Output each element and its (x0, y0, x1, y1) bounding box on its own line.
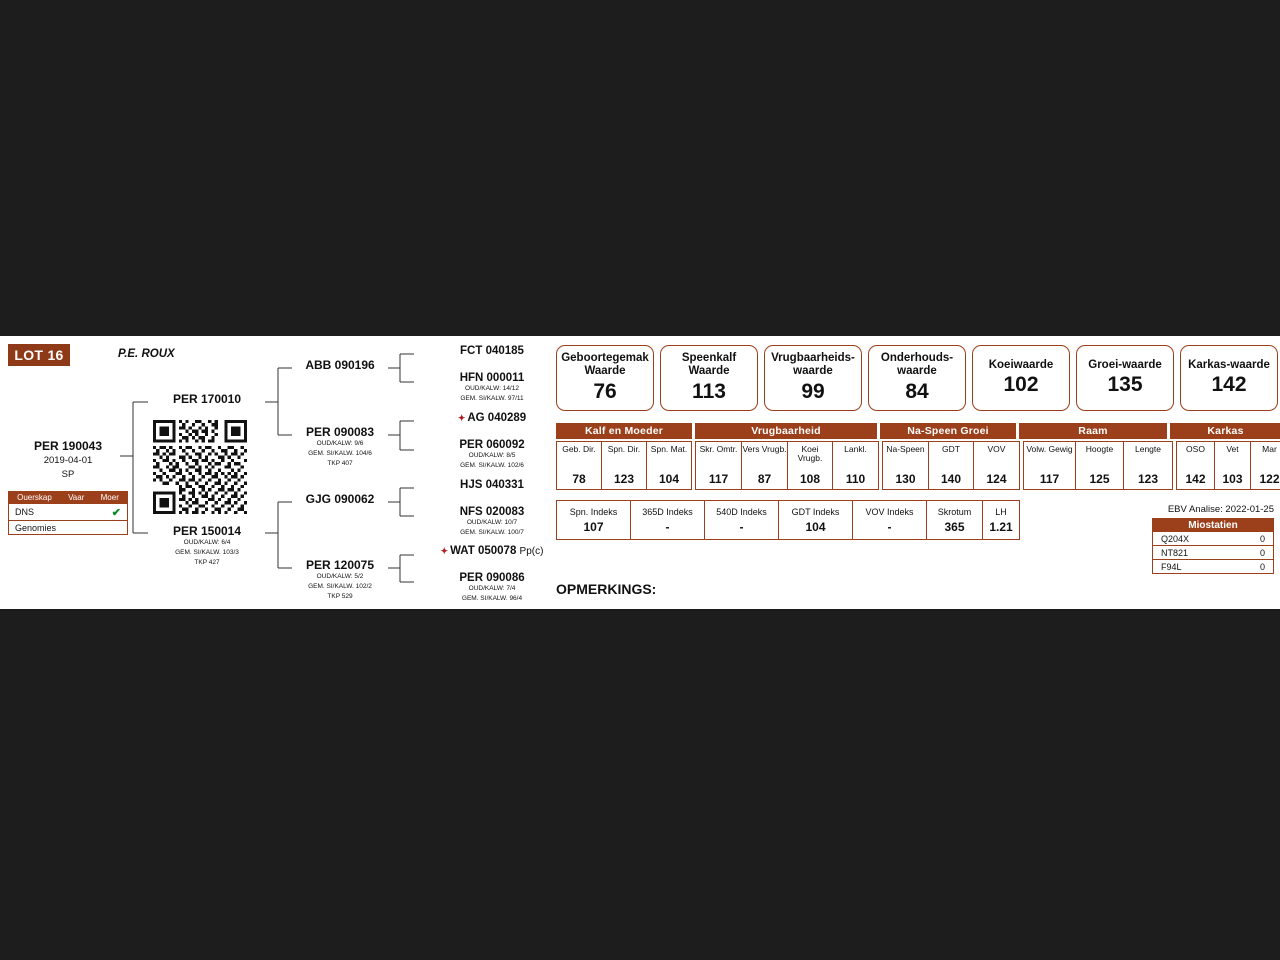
check-icon: ✔ (111, 506, 121, 519)
ebv-value: 117 (1039, 472, 1060, 486)
subject-animal-name: PER 190043 (33, 439, 103, 453)
ebv-label: Geb. Dir. (562, 444, 596, 454)
card-title: Speenkalf Waarde (681, 352, 737, 377)
card-value: 135 (1107, 373, 1143, 397)
card-title: Karkas-waarde (1188, 358, 1270, 371)
grandparent-name: PER 090083 (305, 425, 375, 439)
ebv-label: GDT (942, 444, 960, 454)
card-value: 102 (1003, 373, 1039, 397)
grandparent-name: GJG 090062 (305, 492, 375, 506)
ebv-value: 125 (1089, 472, 1110, 486)
great-grandparent-name: PER 060092 (459, 439, 525, 451)
grandparent-detail-2: GEM. SI/KALW. 104/6 (308, 449, 372, 457)
grandparent-name: ABB 090196 (305, 358, 375, 372)
grandparent-detail-1: OUD/KALW: 5/2 (316, 573, 364, 580)
miostatien-row (1152, 560, 1274, 574)
index-540d (705, 501, 779, 539)
ebv-value: 123 (613, 472, 635, 486)
ebv-cell-vov (974, 442, 1019, 489)
card-value: 113 (692, 379, 726, 403)
card-vrugbaarheid (764, 345, 862, 411)
ebv-cell-gdt (929, 442, 974, 489)
ebv-table (556, 441, 1280, 490)
card-title: Vrugbaarheids-waarde (771, 352, 855, 377)
ggp-detail-2: GEM. SI/KALW. 100/7 (460, 528, 524, 536)
miostatien-label: Q204X (1161, 533, 1190, 544)
index-value: - (739, 519, 744, 534)
ebv-label: Hoogte (1085, 444, 1114, 454)
ebv-cell-koei-vrugb (788, 442, 833, 489)
ebv-label: Lankl. (844, 444, 867, 454)
ebv-label: Volw. Gewig (1026, 444, 1073, 454)
ebv-group-kalf-en-moeder (556, 441, 692, 490)
dam-node (148, 524, 266, 567)
card-speenkalf (660, 345, 758, 411)
card-karkaswaarde (1180, 345, 1278, 411)
index-label: 540D Indeks (716, 506, 767, 517)
ebv-cell-vet (1215, 442, 1251, 489)
miostatien-value: 0 (1259, 561, 1265, 572)
great-grandparent-name: WAT 050078 (450, 545, 517, 557)
qr-code (153, 420, 247, 514)
index-cards (556, 345, 1278, 411)
grandparent-node (292, 425, 388, 468)
ebv-label: Vers Vrugb. (742, 444, 787, 454)
ebv-cell-oso (1177, 442, 1215, 489)
miostatien-row (1152, 532, 1274, 546)
ebv-value: 122 (1259, 472, 1280, 486)
index-365d (631, 501, 705, 539)
dns-row-label: Genomies (15, 522, 57, 533)
ebv-group-na-speen-groei (882, 441, 1020, 490)
ebv-label: Lengte (1135, 444, 1161, 454)
ebv-value: 117 (708, 472, 729, 486)
ebv-label: Spn. Dir. (607, 444, 641, 454)
breeder-name: P.E. ROUX (118, 348, 175, 360)
ebv-cell-lengte (1124, 442, 1172, 489)
ebv-label: Mar (1262, 444, 1277, 454)
polled-icon: ✦ (440, 546, 449, 556)
index-label: Spn. Indeks (569, 506, 618, 517)
index-label: LH (995, 506, 1007, 517)
index-lh (983, 501, 1019, 539)
index-label: Skrotum (937, 506, 972, 517)
great-grandparent-name: HFN 000011 (459, 372, 525, 384)
ebv-label: VOV (987, 444, 1006, 454)
ggp-detail-1: OUD/KALW: 10/7 (466, 519, 518, 526)
index-value: 107 (583, 519, 604, 534)
ebv-cell-lankl (833, 442, 878, 489)
great-grandparent-node (440, 479, 544, 491)
ebv-group-headers (556, 423, 1280, 439)
ggp-detail-2: GEM. SI/KALW. 96/4 (461, 594, 523, 602)
great-grandparent-name: FCT 040185 (460, 345, 524, 357)
great-grandparent-node (432, 545, 552, 557)
group-header-raam: Raam (1019, 423, 1167, 439)
subject-animal-birthdate: 2019-04-01 (43, 455, 93, 466)
dns-row-genomies (9, 520, 127, 534)
remarks-label: OPMERKINGS: (556, 581, 657, 597)
group-header-na-speen-groei: Na-Speen Groei (880, 423, 1016, 439)
ebv-value: 78 (572, 472, 586, 486)
group-header-karkas: Karkas (1170, 423, 1280, 439)
index-vov (853, 501, 927, 539)
miostatien-label: F94L (1161, 561, 1182, 572)
ebv-value: 140 (940, 472, 962, 486)
card-onderhouds (868, 345, 966, 411)
card-value: 76 (593, 379, 617, 403)
ebv-value: 110 (845, 472, 866, 486)
dns-row-dns (9, 503, 127, 520)
great-grandparent-node (440, 372, 544, 404)
ebv-cell-na-speen (883, 442, 929, 489)
card-value: 84 (905, 379, 929, 403)
ebv-label: OSO (1186, 444, 1205, 454)
dam-detail-2: GEM. SI/KALW. 103/3 (175, 548, 239, 556)
group-header-kalf-en-moeder: Kalf en Moeder (556, 423, 692, 439)
sire-node (148, 392, 266, 406)
great-grandparent-name: AG 040289 (467, 412, 527, 424)
card-title: Groei-waarde (1088, 358, 1162, 371)
card-groeiwaarde (1076, 345, 1174, 411)
ebv-label: Spn. Mat. (650, 444, 688, 454)
dam-detail-1: OUD/KALW: 6/4 (183, 539, 231, 546)
card-value: 142 (1211, 373, 1247, 397)
ggp-detail-2: GEM. SI/KALW. 102/6 (460, 461, 524, 469)
ebv-group-vrugbaarheid (695, 441, 879, 490)
dns-row-label: DNS (15, 507, 35, 517)
ebv-label: Na-Speen (886, 444, 925, 454)
dns-status-box (8, 491, 128, 535)
dns-box-header (9, 492, 127, 503)
ggp-detail-1: OUD/KALW: 14/12 (465, 385, 519, 392)
subject-animal-code: SP (61, 469, 75, 481)
ebv-label: Skr. Omtr. (699, 444, 738, 454)
ggp-detail-2: GEM. SI/KALW. 97/11 (460, 394, 524, 402)
index-spn (557, 501, 631, 539)
grandparent-detail-3: TKP 529 (327, 592, 353, 600)
index-value: - (665, 519, 670, 534)
great-grandparent-node (440, 345, 544, 357)
ebv-label: Koei Vrugb. (797, 444, 823, 464)
ebv-group-karkas (1176, 441, 1280, 490)
index-label: GDT Indeks (791, 506, 840, 517)
grandparent-node (292, 492, 388, 506)
ebv-value: 87 (757, 472, 772, 486)
ebv-value: 142 (1185, 472, 1206, 486)
great-grandparent-node (440, 572, 544, 604)
ebv-cell-vers-vrugb (742, 442, 788, 489)
ebv-cell-spn-mat (647, 442, 691, 489)
ebv-value: 124 (986, 472, 1007, 486)
ebv-group-raam (1023, 441, 1173, 490)
ebv-cell-mar (1251, 442, 1280, 489)
index-value: 365 (944, 519, 965, 534)
ebv-value: 130 (895, 472, 916, 486)
ggp-detail-1: OUD/KALW: 8/5 (468, 452, 516, 459)
miostatien-row (1152, 546, 1274, 560)
great-grandparent-node (440, 439, 544, 471)
ebv-cell-hoogte (1076, 442, 1124, 489)
miostatien-value: 0 (1259, 533, 1265, 544)
grandparent-node (292, 358, 388, 372)
ebv-cell-geb-dir (557, 442, 602, 489)
dam-name: PER 150014 (172, 524, 242, 538)
great-grandparent-suffix: Pp(c) (519, 546, 544, 557)
grandparent-detail-1: OUD/KALW: 9/6 (316, 440, 364, 447)
grandparent-detail-2: GEM. SI/KALW. 102/2 (308, 582, 372, 590)
group-header-vrugbaarheid: Vrugbaarheid (695, 423, 877, 439)
great-grandparent-node (440, 506, 544, 538)
grandparent-detail-3: TKP 407 (327, 459, 353, 467)
ebv-value: 103 (1222, 472, 1243, 486)
grandparent-node (292, 558, 388, 601)
lot-badge: LOT 16 (8, 344, 70, 366)
index-skrotum (927, 501, 983, 539)
polled-icon: ✦ (457, 413, 466, 423)
great-grandparent-name: HJS 040331 (460, 479, 524, 491)
index-value: 104 (805, 519, 826, 534)
animal-catalogue-sheet (0, 336, 1280, 611)
miostatien-label: NT821 (1161, 547, 1189, 558)
dns-header-moer: Moer (100, 493, 119, 502)
subject-animal (16, 439, 120, 482)
ggp-detail-1: OUD/KALW: 7/4 (468, 585, 516, 592)
dam-detail-3: TKP 427 (194, 558, 220, 566)
ebv-analysis-date: EBV Analise: 2022-01-25 (1167, 504, 1274, 515)
dns-header-ouerskap: Ouerskap (17, 493, 52, 502)
great-grandparent-node (440, 412, 544, 424)
ebv-value: 108 (799, 472, 821, 486)
index-gdt (779, 501, 853, 539)
great-grandparent-name: PER 090086 (459, 572, 525, 584)
grandparent-name: PER 120075 (305, 558, 375, 572)
card-geboortegemak (556, 345, 654, 411)
index-label: 365D Indeks (642, 506, 693, 517)
ebv-value: 104 (658, 472, 680, 486)
card-value: 99 (801, 379, 825, 403)
pedigree-tree (0, 336, 550, 611)
indices-row (556, 500, 1020, 540)
ebv-cell-volw-gewig (1024, 442, 1076, 489)
ebv-cell-spn-dir (602, 442, 647, 489)
miostatien-value: 0 (1259, 547, 1265, 558)
card-title: Geboortegemak Waarde (561, 352, 649, 377)
sire-name: PER 170010 (172, 392, 242, 406)
index-value: - (887, 519, 892, 534)
card-title: Koeiwaarde (988, 358, 1054, 371)
card-koeiwaarde (972, 345, 1070, 411)
great-grandparent-name: NFS 020083 (459, 506, 525, 518)
index-value: 1.21 (989, 519, 1013, 534)
miostatien-table (1152, 518, 1274, 574)
card-title: Onderhouds-waarde (880, 352, 954, 377)
ebv-cell-skr-omtr (696, 442, 742, 489)
index-label: VOV Indeks (865, 506, 914, 517)
ebv-label: Vet (1226, 444, 1239, 454)
miostatien-title: Miostatien (1152, 518, 1274, 532)
ebv-value: 123 (1137, 472, 1159, 486)
dns-header-vaar: Vaar (68, 493, 85, 502)
